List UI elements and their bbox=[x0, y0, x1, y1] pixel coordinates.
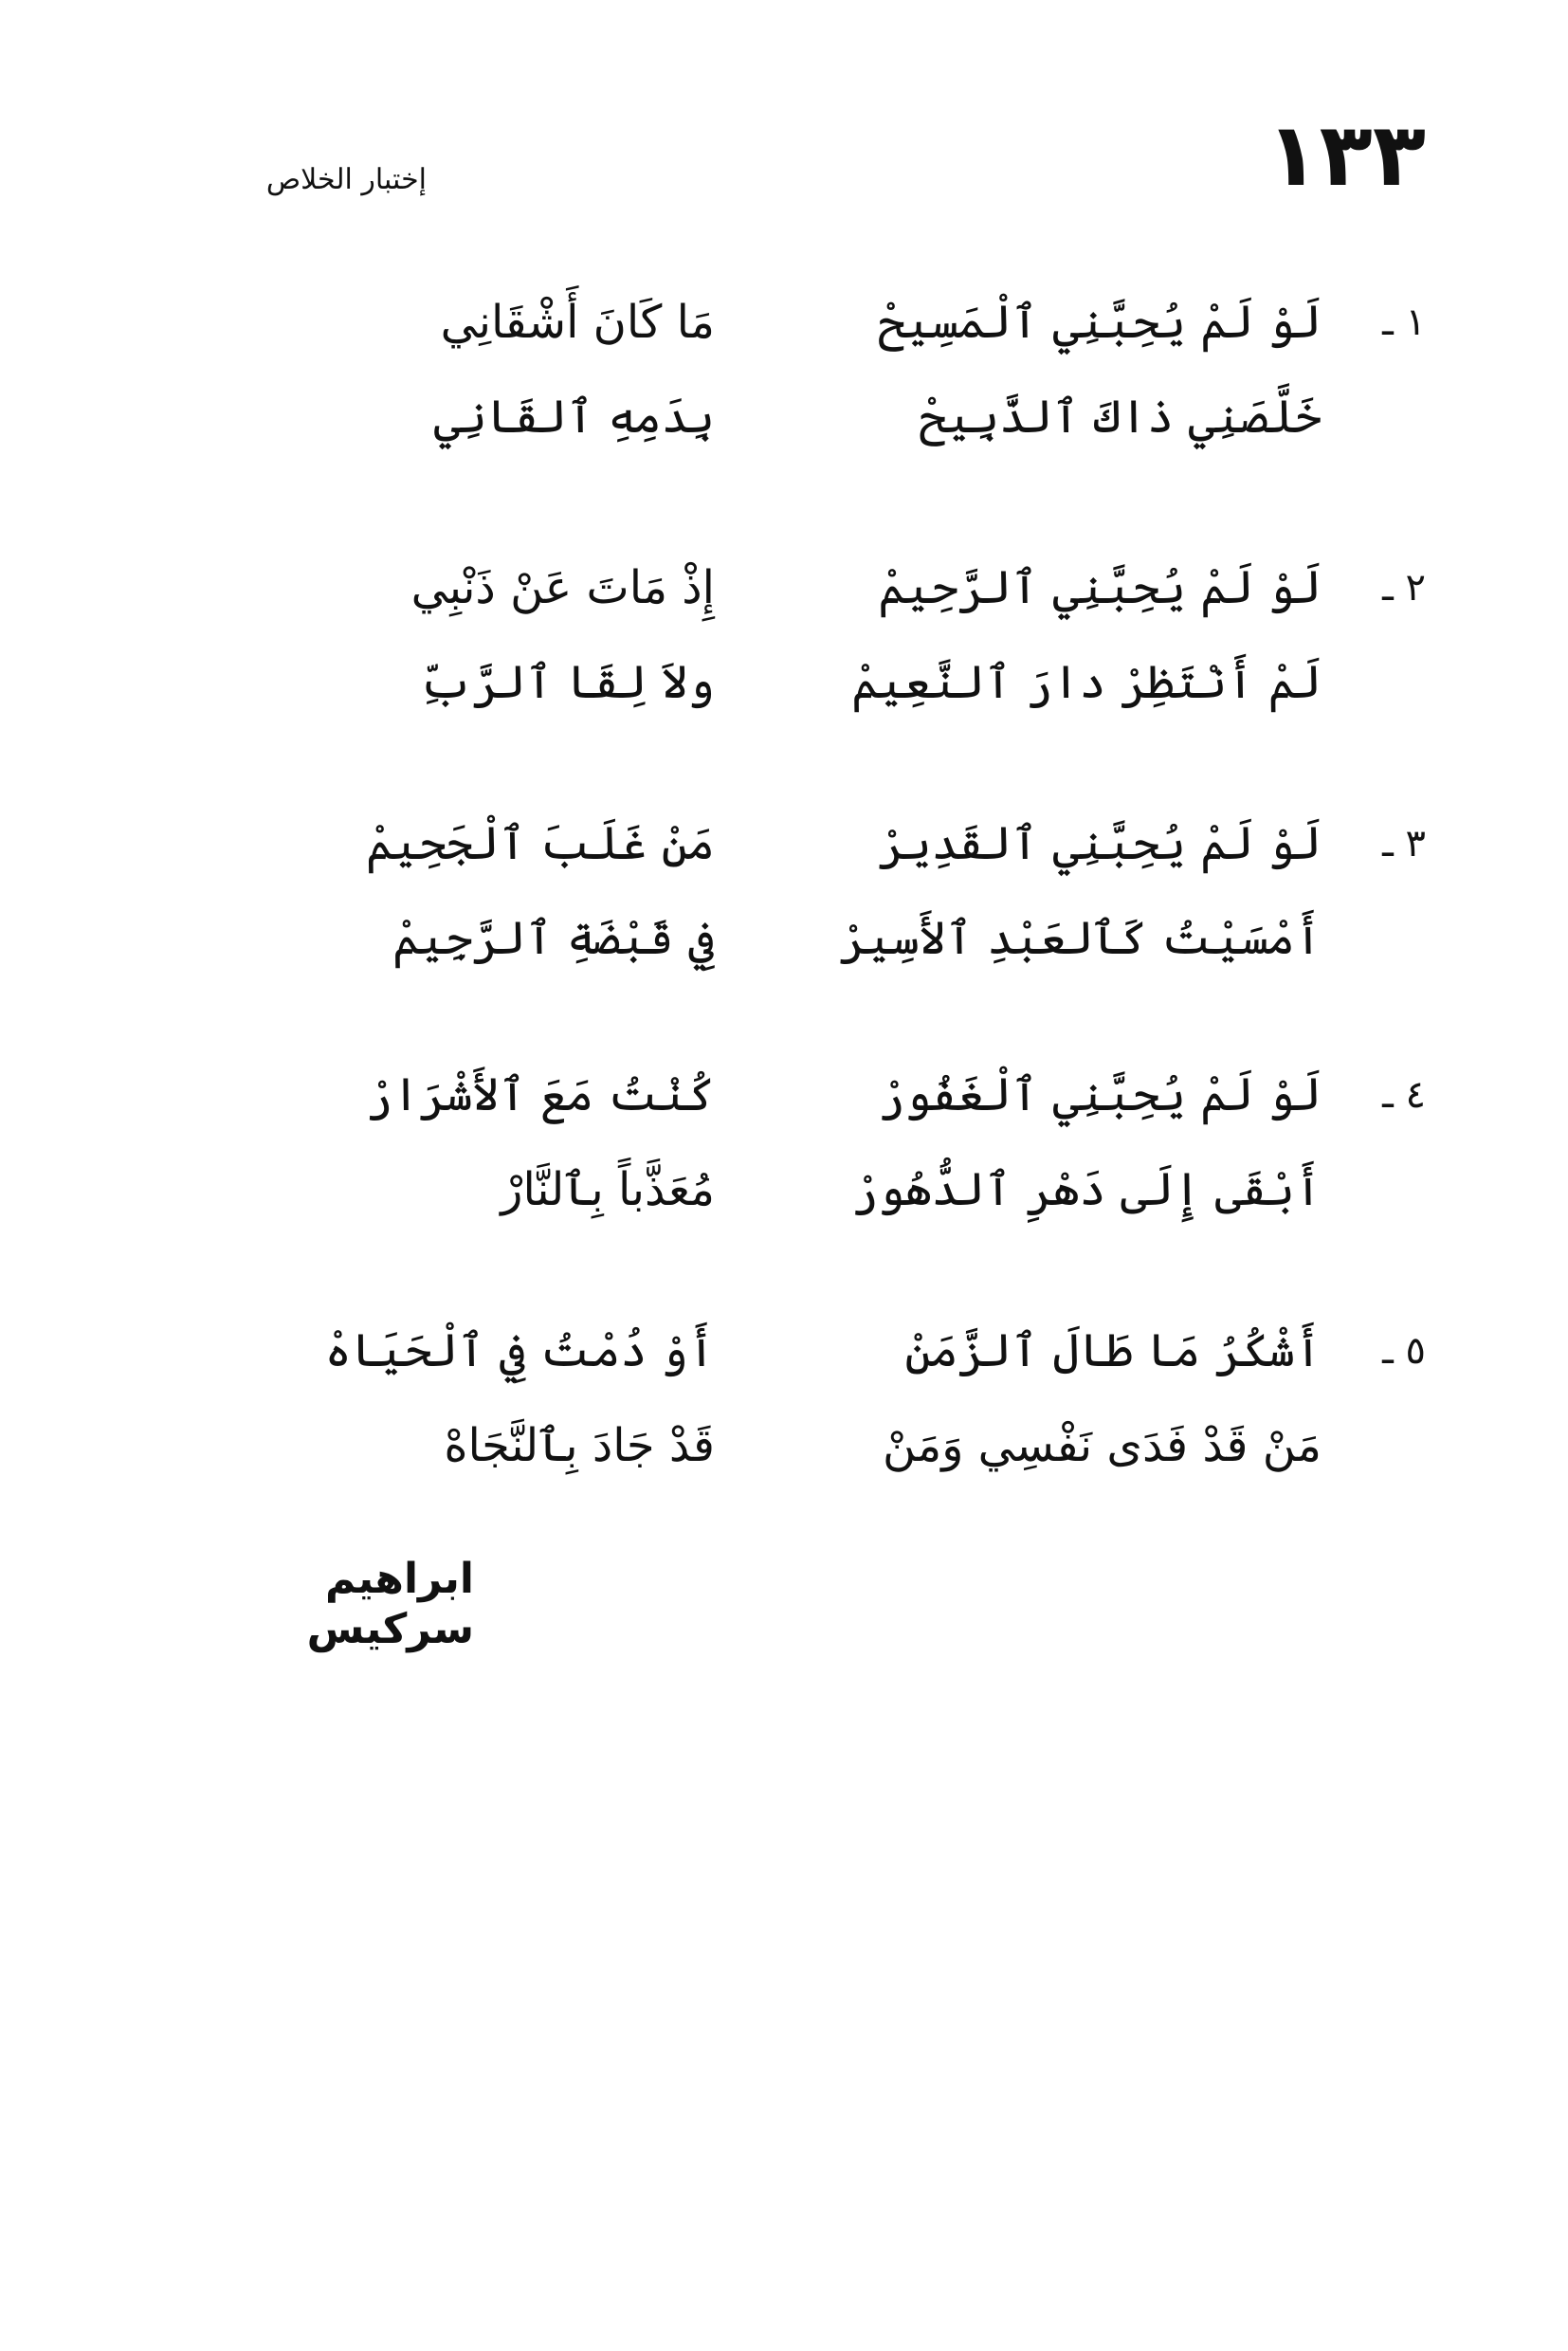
verse-line bbox=[137, 796, 1322, 891]
verse-first-hemistich: أَبْقَى إِلَى دَهْرِ ٱلدُّهُورْ bbox=[851, 1163, 1322, 1216]
stanza bbox=[137, 275, 1426, 465]
stanza bbox=[137, 1048, 1426, 1237]
stanza bbox=[137, 796, 1426, 986]
verse-first-hemistich: أَمْسَيْتُ كَٱلعَبْدِ ٱلأَسِيرْ bbox=[839, 912, 1322, 965]
verse-line bbox=[137, 540, 1322, 635]
verse-first-hemistich: لَوْ لَمْ يُحِبَّنِي ٱلقَدِيرْ bbox=[878, 817, 1322, 870]
verse-first-hemistich: لَوْ لَمْ يُحِبَّنِي ٱلرَّحِيمْ bbox=[878, 561, 1322, 614]
verse-second-hemistich: مَنْ غَلَبَ ٱلْجَحِيمْ bbox=[365, 817, 715, 870]
verse-line bbox=[137, 1398, 1322, 1493]
running-title: إختبار الخلاص bbox=[265, 163, 427, 196]
stanza-number: ١ ـ bbox=[1382, 301, 1426, 344]
verse-first-hemistich: لَوْ لَمْ يُحِبَّنِي ٱلْمَسِيحْ bbox=[878, 296, 1322, 349]
verse-second-hemistich: مَا كَانَ أَشْقَانِي bbox=[440, 296, 715, 349]
verse-first-hemistich: لَوْ لَمْ يُحِبَّنِي ٱلْغَفُورْ bbox=[878, 1068, 1322, 1121]
verse-first-hemistich: مَنْ قَدْ فَدَى نَفْسِي وَمَنْ bbox=[882, 1419, 1322, 1472]
verse-second-hemistich: إِذْ مَاتَ عَنْ ذَنْبِي bbox=[410, 561, 715, 614]
stanza-number: ٥ ـ bbox=[1382, 1329, 1426, 1373]
verse-line bbox=[137, 1303, 1322, 1398]
verse-line bbox=[137, 275, 1322, 370]
author-name: ابراهيم سركيس bbox=[306, 1555, 474, 1653]
verse-line bbox=[137, 1048, 1322, 1142]
verse-second-hemistich: بِدَمِهِ ٱلقَانِي bbox=[433, 391, 715, 444]
verse-line bbox=[137, 891, 1322, 986]
stanza-number: ٤ ـ bbox=[1382, 1073, 1426, 1117]
stanza-number: ٣ ـ bbox=[1382, 822, 1426, 866]
verse-first-hemistich: لَمْ أَنْتَظِرْ دارَ ٱلنَّعِيمْ bbox=[851, 656, 1322, 709]
verse-line bbox=[137, 370, 1322, 465]
verse-first-hemistich: خَلَّصَنِي ذاكَ ٱلذَّبِيحْ bbox=[919, 391, 1322, 444]
verse-second-hemistich: قَدْ جَادَ بِٱلنَّجَاهْ bbox=[444, 1419, 715, 1472]
stanza bbox=[137, 1303, 1426, 1493]
stanza-number: ٢ ـ bbox=[1382, 566, 1426, 610]
verse-second-hemistich: مُعَذَّباً بِٱلنَّارْ bbox=[501, 1163, 715, 1216]
verse-second-hemistich: ولاَ لِقَا ٱلرَّبِّ bbox=[419, 656, 715, 709]
verse-second-hemistich: فِي قَبْضَةِ ٱلرَّجِيمْ bbox=[392, 912, 715, 965]
verse-second-hemistich: أَوْ دُمْتُ فِي ٱلْحَيَاهْ bbox=[324, 1324, 715, 1377]
hymn-number: ١٣٣ bbox=[1266, 104, 1426, 206]
verse-line bbox=[137, 635, 1322, 730]
verse-second-hemistich: كُنْتُ مَعَ ٱلأَشْرَارْ bbox=[365, 1068, 715, 1121]
verse-first-hemistich: أَشْكُرُ مَا طَالَ ٱلزَّمَنْ bbox=[904, 1324, 1322, 1377]
stanza bbox=[137, 540, 1426, 730]
verse-line bbox=[137, 1142, 1322, 1237]
